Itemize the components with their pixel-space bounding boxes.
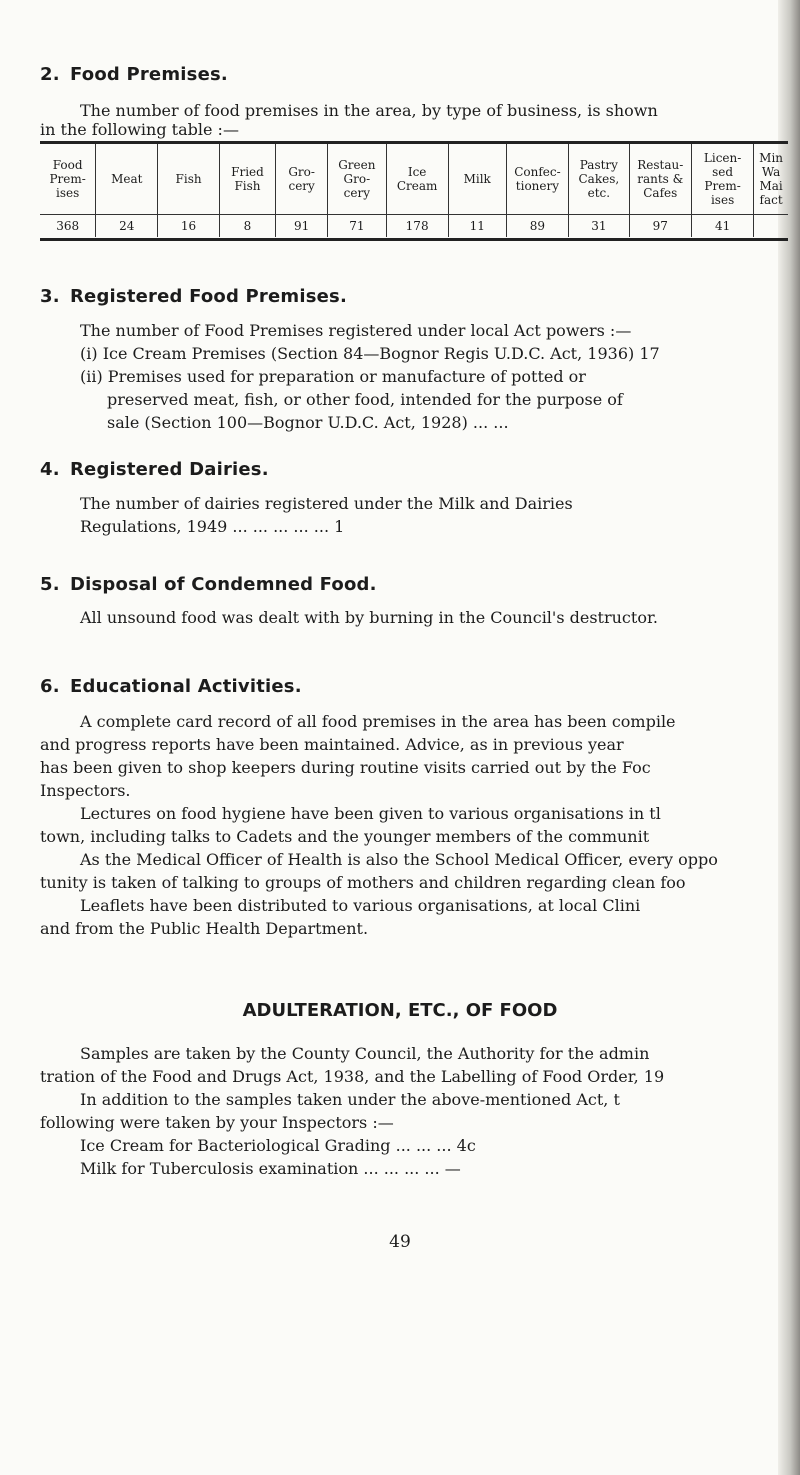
table-bottom-rule bbox=[40, 238, 788, 241]
section-title: Educational Activities. bbox=[70, 676, 302, 697]
adulteration-heading: ADULTERATION, ETC., OF FOOD bbox=[242, 1000, 558, 1021]
page-number: 49 bbox=[389, 1232, 411, 1252]
text-line: town, including talks to Cadets and the younger members of the communit bbox=[40, 827, 650, 846]
text-line: Leaflets have been distributed to various organisations, at local Clini bbox=[80, 896, 641, 915]
value-cell: 71 bbox=[328, 215, 386, 238]
value-cell: 31 bbox=[569, 215, 629, 238]
header-cell: Licen- sed Prem- ises bbox=[692, 144, 754, 215]
adulteration-lines bbox=[40, 1042, 780, 1180]
header-cell: Pastry Cakes, etc. bbox=[569, 144, 629, 215]
text-line: In addition to the samples taken under the above-mentioned Act, t bbox=[80, 1090, 620, 1109]
value-cell: 16 bbox=[158, 215, 220, 238]
text-line: and from the Public Health Department. bbox=[40, 919, 369, 938]
section-title: Food Premises. bbox=[70, 64, 228, 85]
value-cell: 91 bbox=[276, 215, 328, 238]
text-line: (ii) Premises used for preparation or manufacture of potted or bbox=[80, 367, 586, 386]
text-line: The number of dairies registered under the Milk and Dairies bbox=[80, 494, 573, 513]
text-line: Regulations, 1949 ... ... ... ... ... 1 bbox=[80, 517, 345, 536]
header-cell: Confec- tionery bbox=[506, 144, 569, 215]
section5-lines bbox=[80, 606, 658, 629]
header-cell: Gro- cery bbox=[276, 144, 328, 215]
value-cell bbox=[754, 215, 788, 238]
header-cell: Restau- rants & Cafes bbox=[629, 144, 692, 215]
section-title: Registered Food Premises. bbox=[70, 286, 348, 307]
value-cell: 178 bbox=[386, 215, 448, 238]
text-line: tunity is taken of talking to groups of mothers and children regarding clean foo bbox=[40, 873, 686, 892]
text-line: following were taken by your Inspectors :— bbox=[40, 1113, 394, 1132]
text-line: Lectures on food hygiene have been given to various organisations in tl bbox=[80, 804, 661, 823]
section-number: 6. bbox=[40, 676, 60, 697]
text-line: The number of food premises in the area, by type of business, is shown bbox=[80, 101, 658, 120]
section3-lines bbox=[80, 319, 660, 434]
value-cell: 97 bbox=[629, 215, 692, 238]
text-line: A complete card record of all food premises in the area has been compile bbox=[80, 712, 676, 731]
value-cell: 41 bbox=[692, 215, 754, 238]
section-number: 4. bbox=[40, 459, 60, 480]
text-line: preserved meat, fish, or other food, intended for the purpose of bbox=[107, 390, 623, 409]
text-line: has been given to shop keepers during routine visits carried out by the Foc bbox=[40, 758, 651, 777]
header-cell: Meat bbox=[96, 144, 158, 215]
value-cell: 368 bbox=[40, 215, 96, 238]
text-line: and progress reports have been maintained. Advice, as in previous year bbox=[40, 735, 624, 754]
header-cell: Min Wa Mai fact bbox=[754, 144, 788, 215]
section6-lines bbox=[40, 710, 780, 940]
value-cell: 24 bbox=[96, 215, 158, 238]
food-premises-table bbox=[40, 144, 788, 237]
header-cell: Fried Fish bbox=[219, 144, 275, 215]
text-line: Samples are taken by the County Council, the Authority for the admin bbox=[80, 1044, 650, 1063]
section-heading-food-premises bbox=[40, 64, 228, 85]
text-line: Inspectors. bbox=[40, 781, 131, 800]
text-line: As the Medical Officer of Health is also the School Medical Officer, every oppo bbox=[80, 850, 718, 869]
value-cell: 8 bbox=[219, 215, 275, 238]
text-line: (i) Ice Cream Premises (Section 84—Bognor Regis U.D.C. Act, 1936) 17 bbox=[80, 344, 660, 363]
section-number: 2. bbox=[40, 64, 60, 85]
text-line: The number of Food Premises registered under local Act powers :— bbox=[80, 321, 632, 340]
section-title: Registered Dairies. bbox=[70, 459, 269, 480]
table-values-row bbox=[40, 215, 788, 238]
header-cell: Ice Cream bbox=[386, 144, 448, 215]
section-heading-educational bbox=[40, 676, 302, 697]
text-line: sale (Section 100—Bognor U.D.C. Act, 1928) ... ... bbox=[107, 413, 509, 432]
text-line: in the following table :— bbox=[40, 120, 239, 139]
text-line: tration of the Food and Drugs Act, 1938, and the Labelling of Food Order, 19 bbox=[40, 1067, 665, 1086]
header-cell: Fish bbox=[158, 144, 220, 215]
header-cell: Green Gro- cery bbox=[328, 144, 386, 215]
section2-intro-line-2 bbox=[40, 118, 239, 141]
text-line: Milk for Tuberculosis examination ... ... ... ... — bbox=[80, 1159, 461, 1178]
section-number: 5. bbox=[40, 574, 60, 595]
header-cell: Milk bbox=[448, 144, 506, 215]
section-title: Disposal of Condemned Food. bbox=[70, 574, 377, 595]
value-cell: 11 bbox=[448, 215, 506, 238]
section-heading-registered-dairies bbox=[40, 459, 269, 480]
value-cell: 89 bbox=[506, 215, 569, 238]
section-heading-disposal bbox=[40, 574, 377, 595]
section4-lines bbox=[80, 492, 573, 538]
table-header-row bbox=[40, 144, 788, 215]
section-number: 3. bbox=[40, 286, 60, 307]
text-line: Ice Cream for Bacteriological Grading ... ... ... 4c bbox=[80, 1136, 476, 1155]
section-heading-registered-food-premises bbox=[40, 286, 347, 307]
text-line: All unsound food was dealt with by burning in the Council's destructor. bbox=[80, 608, 658, 627]
header-cell: Food Prem- ises bbox=[49, 158, 86, 200]
